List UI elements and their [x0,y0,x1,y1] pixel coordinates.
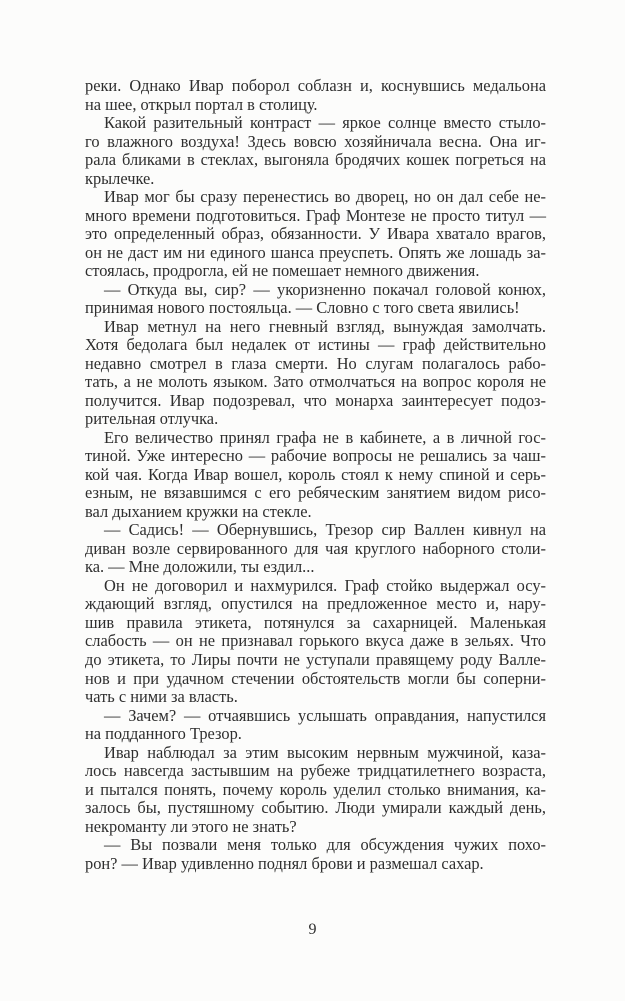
text-line: — Откуда вы, сир? — укоризненно покачал головой конюх, [104,279,546,299]
text-line: Ивар наблюдал за этим высоким нервным мужчиной, каза- [104,742,546,762]
text-line: стоялась, продрогла, ей не помешает немного движения. [85,261,480,281]
text-line: Он не договорил и нахмурился. Граф стойко выдержал осу- [104,575,546,595]
text-line: вал дыханием кружки на стекле. [85,501,312,521]
text-line: до этикета, то Лиры почти не уступали правящему роду Валле- [85,649,546,669]
text-line: залось бы, пустяшному событию. Люди умирали каждый день, [85,798,546,818]
text-line: шив правила этикета, потянулся за сахарницей. Маленькая [85,612,546,632]
text-line: принимая нового постояльца. — Словно с того света явились! [85,298,520,318]
text-line: лось навсегда застывшим на рубеже тридцатилетнего возраста, [85,761,546,781]
text-line: крылечке. [85,168,155,188]
text-line: некроманту ли этого не знать? [85,816,297,836]
text-line: го влажного воздуха! Здесь вовсю хозяйничала весна. Она иг- [85,131,546,151]
text-line: — Садись! — Обернувшись, Трезор сир Валлен кивнул на [104,520,546,540]
text-line: рала бликами в стеклах, выгоняла бродячих кошек погреться на [85,150,546,170]
paragraph [85,281,546,318]
text-line: езным, не вязавшимся с его ребяческим занятием видом рисо- [85,483,546,503]
text-line: недавно смотрел в глаза смерти. Но слугам полагалось рабо- [85,353,546,373]
text-line: Хотя бедолага был недалек от истины — граф действительно [85,335,546,355]
paragraph [85,77,546,114]
text-line: тать, а не молоть языком. Зато отмолчаться на вопрос короля не [85,372,546,392]
text-line: Ивар метнул на него гневный взгляд, вынуждая замолчать. [104,316,546,336]
text-line: рон? — Ивар удивленно поднял брови и размешал сахар. [85,853,484,873]
text-line: Ивар мог бы сразу перенестись во дворец, но он дал себе не- [104,187,546,207]
text-line: ка. — Мне доложили, ты ездил... [85,557,315,577]
text-line: слабость — он не признавал горького вкуса даже в зельях. Что [85,631,546,651]
text-line: — Вы позвали меня только для обсуждения чужих похо- [104,835,546,855]
text-line: реки. Однако Ивар поборол соблазн и, коснувшись медальона [85,76,546,95]
text-line: Какой разительный контраст — яркое солнце вместо стыло- [104,113,546,133]
text-line: диван возле сервированного для чая круглого наборного столи- [85,538,546,558]
text-line: много времени подготовиться. Граф Монтезе не просто титул — [85,205,546,225]
text-line: — Зачем? — отчаявшись услышать оправдания, напустился [104,705,546,725]
page-number: 9 [308,921,317,938]
text-line: ждающий взгляд, опустился на предложенное место и, нару- [85,594,546,614]
paragraph [85,114,546,188]
text-line: тиной. Уже интересно — рабочие вопросы не решались за чаш- [85,446,546,466]
text-line: рительная отлучка. [85,409,219,429]
text-line: и пытался понять, почему король уделил столько внимания, ка- [85,779,546,799]
text-line: он не даст им ни единого шанса преуспеть. Опять же лошадь за- [85,242,546,262]
text-line: получится. Ивар подозревал, что монарха заинтересует подоз- [85,390,546,410]
text-line: на подданного Трезор. [85,724,242,744]
paragraph [85,188,546,281]
paragraph [85,707,546,744]
paragraph [85,577,546,707]
page-body-text [85,77,546,873]
paragraph [85,429,546,522]
text-line: это определенный образ, обязанности. У Ивара хватало врагов, [85,224,546,244]
paragraph [85,318,546,429]
text-line: на шее, открыл портал в столицу. [85,94,318,114]
text-line: чать с ними за власть. [85,687,238,707]
paragraph [85,744,546,837]
paragraph [85,836,546,873]
text-line: нов и при удачном стечении обстоятельств могли бы соперни- [85,668,546,688]
text-line: кой чая. Когда Ивар вошел, король стоял к нему спиной и серь- [85,464,546,484]
text-line: Его величество принял графа не в кабинете, а в личной гос- [104,427,546,447]
paragraph [85,521,546,577]
